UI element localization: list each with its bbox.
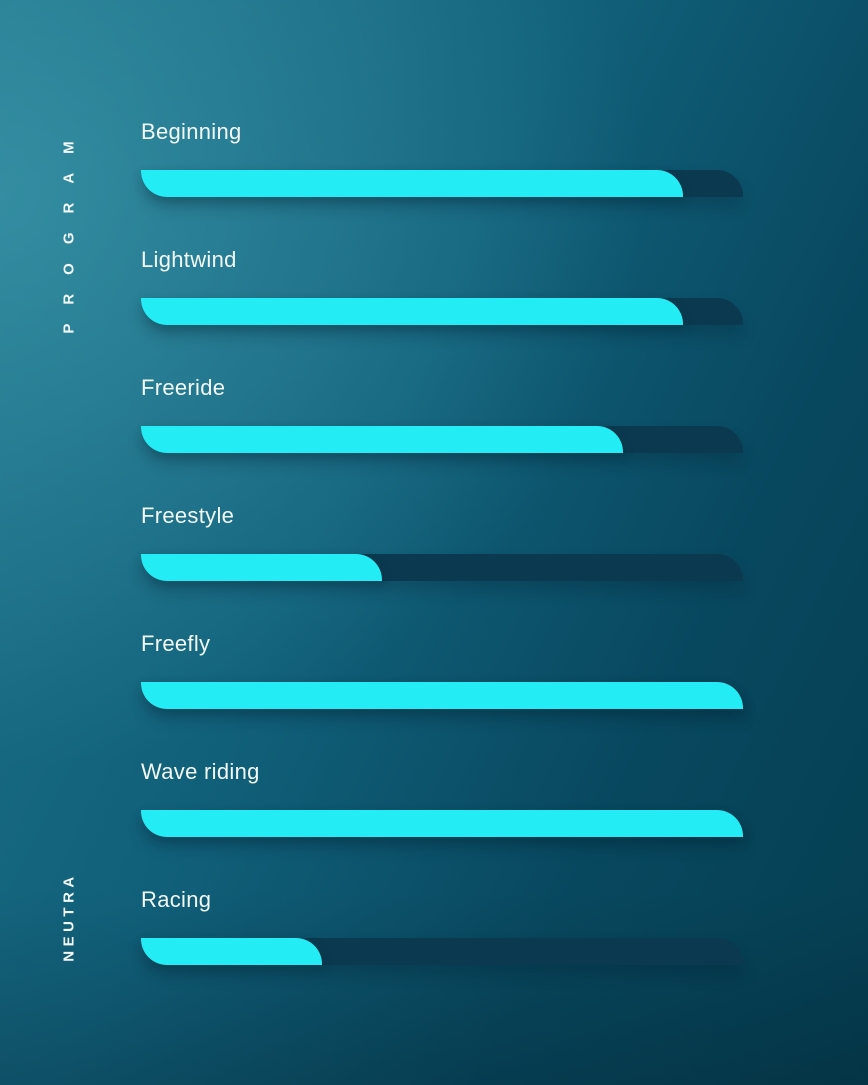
- bar-track: [141, 170, 743, 197]
- program-label: Racing: [141, 887, 212, 912]
- bar-track: [141, 426, 743, 453]
- program-label: Freefly: [141, 631, 211, 656]
- bar-fill: [141, 810, 743, 837]
- bar-track: [141, 682, 743, 709]
- bar-track: [141, 810, 743, 837]
- program-axis-title: PROGRAM: [60, 122, 78, 334]
- program-row: [141, 118, 743, 197]
- program-label: Freestyle: [141, 503, 235, 528]
- bar-fill: [141, 682, 743, 709]
- program-row: [141, 374, 743, 453]
- bar-track: [141, 938, 743, 965]
- bar-track: [141, 554, 743, 581]
- program-row: [141, 758, 743, 837]
- program-label: Wave riding: [141, 759, 260, 784]
- bar-fill: [141, 298, 683, 325]
- bar-track: [141, 298, 743, 325]
- brand-label: NEUTRA: [60, 872, 78, 962]
- program-label: Lightwind: [141, 247, 237, 272]
- program-row: [141, 886, 743, 965]
- bar-fill: [141, 938, 322, 965]
- program-row: [141, 246, 743, 325]
- bar-fill: [141, 426, 623, 453]
- program-rows: [141, 118, 743, 1014]
- program-label: Freeride: [141, 375, 226, 400]
- bar-fill: [141, 170, 683, 197]
- program-row: [141, 630, 743, 709]
- program-row: [141, 502, 743, 581]
- program-label: Beginning: [141, 119, 242, 144]
- bar-fill: [141, 554, 382, 581]
